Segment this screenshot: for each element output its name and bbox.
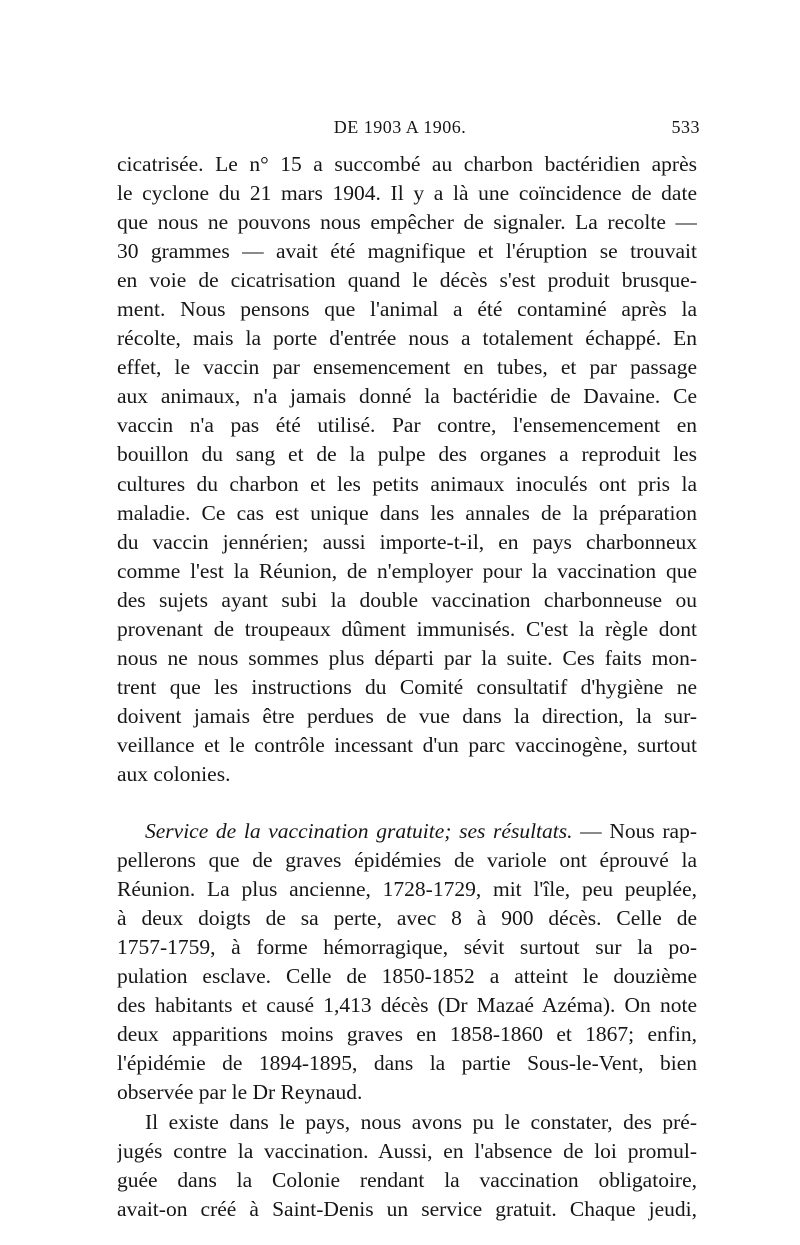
- text-line: 30 grammes — avait été magnifique et l'éruption se trouvait: [117, 239, 697, 264]
- text-line: provenant de troupeaux dûment immunisés. C'est la règle dont: [117, 616, 697, 641]
- text-line: 1757-1759, à forme hémorragique, sévit surtout sur la po-: [117, 935, 697, 960]
- text-line: effet, le vaccin par ensemencement en tubes, et par passage: [117, 355, 697, 380]
- text-line: cicatrisée. Le n° 15 a succombé au charbon bactéridien après: [117, 152, 697, 176]
- text-line: trent que les instructions du Comité consultatif d'hygiène ne: [117, 674, 697, 699]
- paragraph-3: [117, 1108, 697, 1224]
- text-line: guée dans la Colonie rendant la vaccination obligatoire,: [117, 1167, 697, 1192]
- text-line: l'épidémie de 1894-1895, dans la partie Sous-le-Vent, bien: [117, 1051, 697, 1076]
- page-number: 533: [671, 117, 700, 137]
- text-line: observée par le Dr Reynaud.: [117, 1080, 363, 1105]
- section-first-line-rest: — Nous rap-: [580, 819, 697, 844]
- section-title: Service de la vaccination gratuite; ses résultats.: [145, 819, 573, 844]
- text-line: comme l'est la Réunion, de n'employer pour la vaccination que: [117, 558, 697, 583]
- text-line: aux colonies.: [117, 761, 231, 786]
- running-header: [100, 117, 700, 141]
- text-line: pulation esclave. Celle de 1850-1852 a atteint le douzième: [117, 964, 697, 989]
- text-line: deux apparitions moins graves en 1858-1860 et 1867; enfin,: [117, 1022, 697, 1047]
- text-line: que nous ne pouvons nous empêcher de signaler. La recolte —: [117, 210, 697, 235]
- text-line: pellerons que de graves épidémies de variole ont éprouvé la: [117, 848, 697, 873]
- text-line: le cyclone du 21 mars 1904. Il y a là une coïncidence de date: [117, 181, 697, 206]
- text-line: vaccin n'a pas été utilisé. Par contre, l'ensemencement en: [117, 413, 697, 438]
- text-line: des habitants et causé 1,413 décès (Dr Mazaé Azéma). On note: [117, 993, 697, 1018]
- paragraph-1: [117, 150, 697, 789]
- text-line: ment. Nous pensons que l'animal a été contaminé après la: [117, 297, 697, 322]
- text-line: bouillon du sang et de la pulpe des organes a reproduit les: [117, 442, 697, 467]
- paragraph-2: [117, 817, 697, 1107]
- text-line: cultures du charbon et les petits animaux inoculés ont pris la: [117, 471, 697, 496]
- text-line: aux animaux, n'a jamais donné la bactéridie de Davaine. Ce: [117, 384, 697, 409]
- text-line: des sujets ayant subi la double vaccination charbonneuse ou: [117, 587, 697, 612]
- text-line: jugés contre la vaccination. Aussi, en l'absence de loi promul-: [117, 1138, 697, 1163]
- text-line: Il existe dans le pays, nous avons pu le constater, des pré-: [145, 1109, 697, 1134]
- body-text: [117, 150, 697, 1224]
- text-line: récolte, mais la porte d'entrée nous a totalement échappé. En: [117, 326, 697, 351]
- text-line: doivent jamais être perdues de vue dans la direction, la sur-: [117, 703, 697, 728]
- text-line: maladie. Ce cas est unique dans les annales de la préparation: [117, 500, 697, 525]
- text-line: à deux doigts de sa perte, avec 8 à 900 décès. Celle de: [117, 906, 697, 931]
- text-line: Réunion. La plus ancienne, 1728-1729, mit l'île, peu peuplée,: [117, 877, 697, 902]
- running-title: DE 1903 A 1906.: [333, 117, 467, 137]
- text-line: nous ne nous sommes plus départi par la suite. Ces faits mon-: [117, 645, 697, 670]
- section-heading-line: [117, 817, 697, 846]
- text-line: avait-on créé à Saint-Denis un service gratuit. Chaque jeudi,: [117, 1196, 697, 1221]
- text-line: veillance et le contrôle incessant d'un parc vaccinogène, surtout: [117, 732, 697, 757]
- section-gap: [117, 789, 697, 817]
- text-line: en voie de cicatrisation quand le décès s'est produit brusque-: [117, 268, 697, 293]
- text-line: du vaccin jennérien; aussi importe-t-il, en pays charbonneux: [117, 529, 697, 554]
